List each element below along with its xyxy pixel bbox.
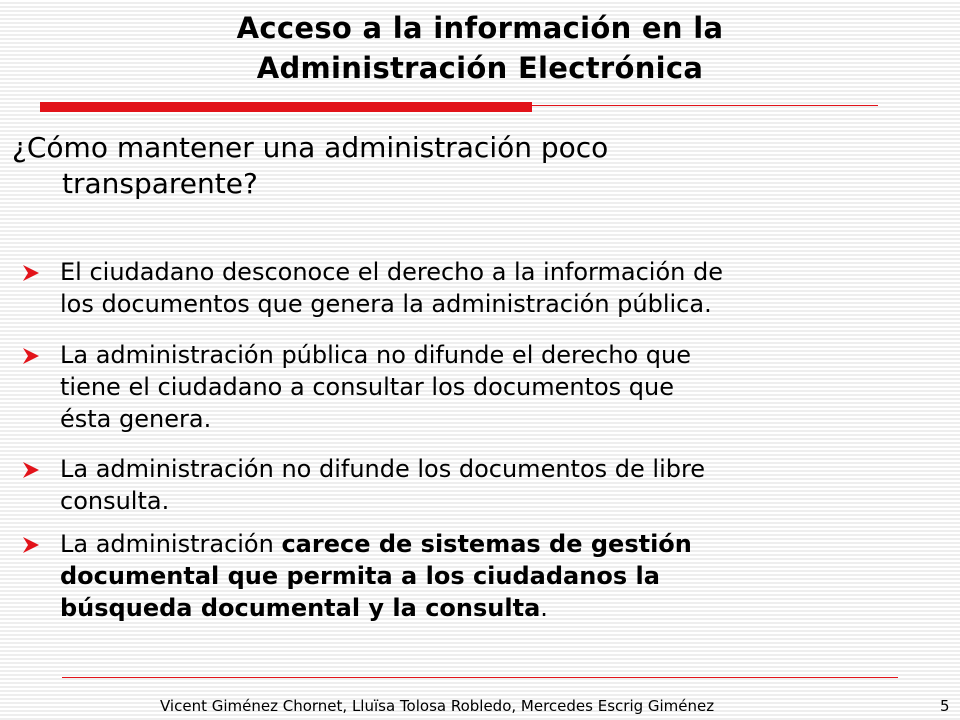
title-underline-thin xyxy=(532,105,878,106)
bullet-2-line-1: La administración pública no difunde el derecho que xyxy=(60,341,692,369)
bullet-1-line-2: los documentos que genera la administración pública. xyxy=(60,290,712,318)
bullet-item-2 xyxy=(22,339,942,435)
bullet-4-bold-2: documental que permita a los ciudadanos la xyxy=(60,562,660,590)
bullet-2-line-2: tiene el ciudadano a consultar los documentos que xyxy=(60,373,675,401)
question-line-1: ¿Cómo mantener una administración poco xyxy=(12,131,609,164)
title-line-1: Acceso a la información en la xyxy=(236,11,724,45)
bullet-1-line-1: El ciudadano desconoce el derecho a la información de xyxy=(60,258,723,286)
arrowhead-bullet-icon xyxy=(22,536,40,554)
bullet-4-line-3 xyxy=(22,592,942,624)
bullet-4-bold-3: búsqueda documental y la consulta xyxy=(60,594,541,622)
arrowhead-bullet-icon xyxy=(22,264,40,282)
bullet-4-bold-1: carece de sistemas de gestión xyxy=(281,530,692,558)
arrowhead-bullet-icon xyxy=(22,461,40,479)
bullet-2-line-3: ésta genera. xyxy=(60,405,212,433)
title-line-2: Administración Electrónica xyxy=(256,51,704,85)
bullet-3-line-1: La administración no difunde los documentos de libre xyxy=(60,455,706,483)
bullet-3-line-2: consulta. xyxy=(60,487,170,515)
bullet-4-suffix: . xyxy=(540,594,548,622)
footer-authors: Vicent Giménez Chornet, Lluïsa Tolosa Robledo, Mercedes Escrig Giménez xyxy=(160,697,715,715)
question-line-2: transparente? xyxy=(62,167,258,200)
bullet-item-3 xyxy=(22,453,942,517)
bullet-item-4 xyxy=(22,528,942,624)
slide-title xyxy=(0,8,960,88)
bullet-4-prefix: La administración xyxy=(60,530,282,558)
title-underline-thick xyxy=(40,102,532,112)
arrowhead-bullet-icon xyxy=(22,347,40,365)
footer-rule xyxy=(62,677,898,678)
page-number: 5 xyxy=(940,697,950,715)
bullet-item-1 xyxy=(22,256,942,320)
slide-question xyxy=(12,130,912,202)
bullet-4-line-1 xyxy=(22,528,942,560)
